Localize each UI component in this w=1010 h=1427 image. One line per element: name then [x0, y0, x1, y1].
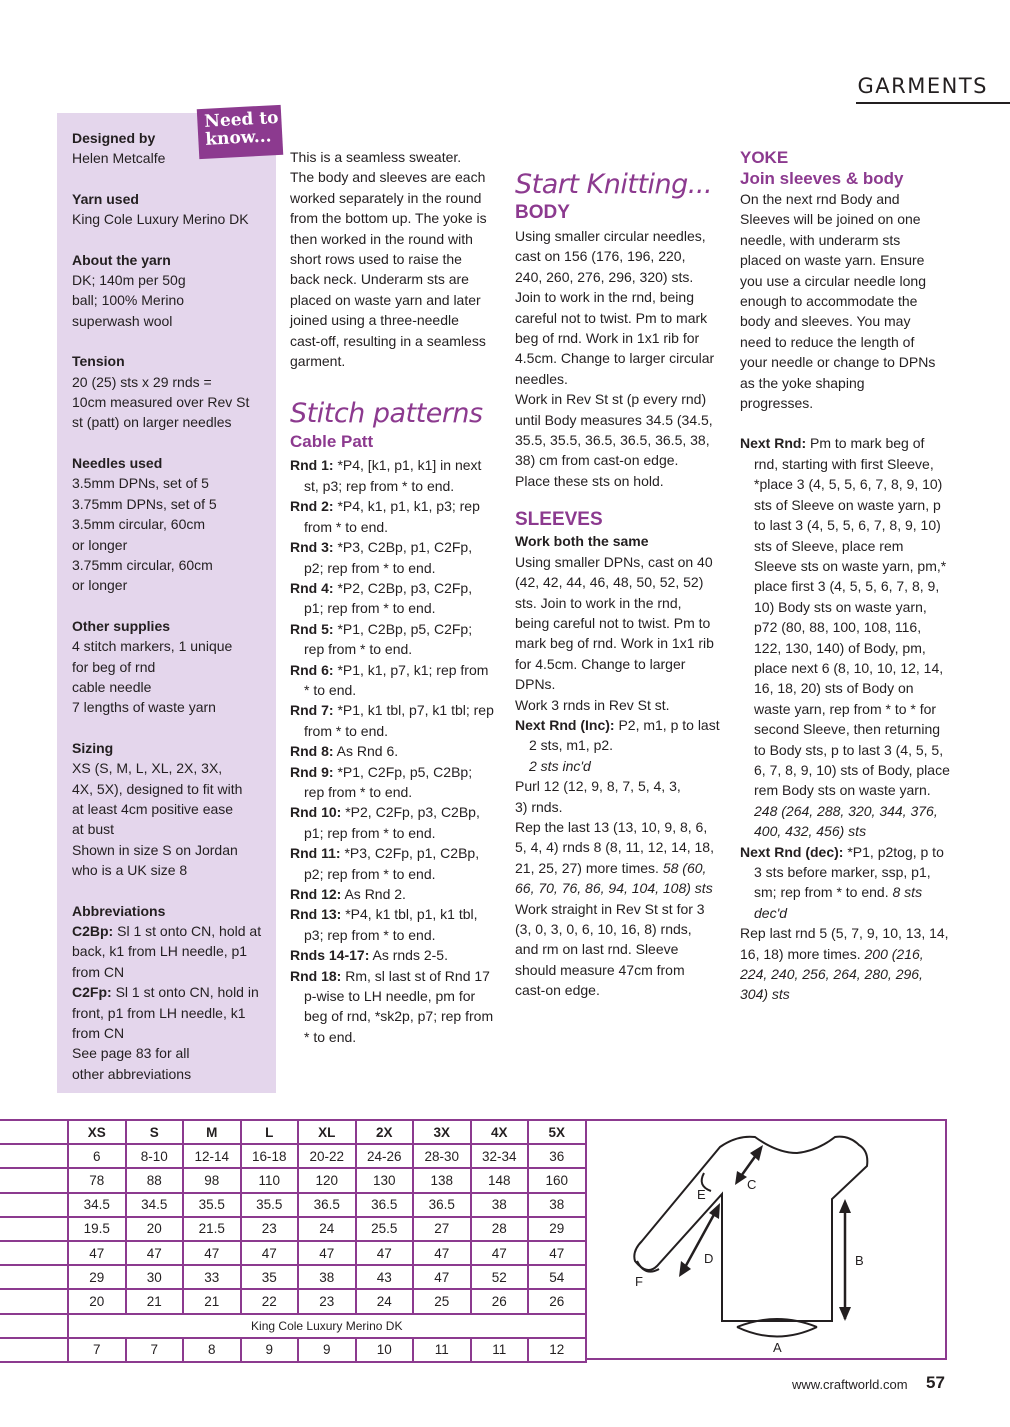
table-cell: 47 [126, 1241, 184, 1265]
sidebar-line: for beg of rnd [72, 658, 156, 675]
table-cell: 8 [183, 1338, 241, 1362]
sleeves-subheading: Work both the same [515, 533, 649, 550]
sidebar-section-about-yarn [72, 250, 276, 332]
cable-round [290, 455, 495, 496]
sidebar-line: 3.75mm DPNs, set of 5 [72, 495, 217, 512]
table-row [0, 1168, 586, 1192]
row-label-cell [0, 1193, 68, 1217]
round-label: Rnd 1: [290, 457, 334, 474]
table-cell: 21.5 [183, 1217, 241, 1241]
column-body-sleeves [515, 168, 720, 1001]
round-label: Rnd 18: [290, 967, 342, 984]
table-row [0, 1265, 586, 1289]
instruction-label: Next Rnd: [740, 435, 807, 452]
round-instruction: As Rnd 6. [333, 743, 399, 760]
cable-round [290, 945, 495, 965]
sweater-schematic [587, 1121, 947, 1362]
sidebar-line: superwash wool [72, 312, 173, 329]
round-instruction: *P4, k1, p1, k1, p3; rep from * to end. [304, 498, 480, 535]
row-label-cell [0, 1120, 68, 1144]
start-knitting-title: Start Knitting... [515, 169, 713, 200]
table-cell: 34.5 [68, 1193, 126, 1217]
sidebar-heading: Other supplies [72, 617, 171, 634]
next-rnd [740, 433, 950, 841]
cable-round [290, 537, 495, 578]
arrow-head [735, 1171, 747, 1185]
table-cell: 21 [126, 1289, 184, 1313]
table-cell: 35.5 [183, 1193, 241, 1217]
table-cell: 120 [298, 1168, 356, 1192]
table-cell: 16-18 [241, 1144, 299, 1168]
sidebar-section-yarn [72, 189, 276, 230]
round-label: Rnd 10: [290, 804, 342, 821]
round-instruction: As rnds 2-5. [369, 947, 448, 964]
round-instruction: *P2, C2Fp, p3, C2Bp, p1; rep from * to end. [304, 804, 480, 841]
table-cell: 36.5 [356, 1193, 414, 1217]
cable-rounds-list [290, 455, 495, 1047]
round-label: Rnd 3: [290, 539, 334, 556]
diagram-label-a: A [773, 1340, 782, 1355]
table-row [0, 1241, 586, 1265]
table-cell: 78 [68, 1168, 126, 1192]
table-cell: 160 [528, 1168, 586, 1192]
sidebar-heading: Sizing [72, 739, 114, 756]
table-cell: 43 [356, 1265, 414, 1289]
table-cell: 148 [471, 1168, 529, 1192]
row-label-cell [0, 1217, 68, 1241]
table-cell: 20-22 [298, 1144, 356, 1168]
round-label: Rnd 5: [290, 620, 334, 637]
abbreviation-def: Sl 1 st onto CN, hold at back, k1 from LH needle, p1 from CN [72, 923, 262, 980]
abbreviation-c2bp [72, 921, 267, 982]
table-cell: 2X [356, 1120, 414, 1144]
table-cell: 33 [183, 1265, 241, 1289]
arrow-head [839, 1307, 851, 1321]
table-cell: 27 [413, 1217, 471, 1241]
stitch-count-note: 248 (264, 288, 320, 344, 376, 400, 432, 456) sts [754, 802, 938, 840]
table-cell: 34.5 [126, 1193, 184, 1217]
row-label-cell [0, 1338, 68, 1362]
table-row [0, 1120, 586, 1144]
yoke-subheading: Join sleeves & body [740, 169, 904, 188]
repeat-text: Rep last rnd 5 (5, 7, 9, 10, 13, 14, 16, 18) more times. [740, 925, 949, 962]
sidebar-line: 10cm measured over Rev St [72, 394, 250, 411]
sidebar-line: DK; 140m per 50g [72, 272, 186, 289]
table-cell: XL [298, 1120, 356, 1144]
table-cell: 35.5 [241, 1193, 299, 1217]
round-instruction: *P1, k1 tbl, p7, k1 tbl; rep from * to end. [304, 702, 494, 739]
sleeves-paragraph-3: Purl 12 (12, 9, 8, 7, 5, 4, 3, 3) rnds. [515, 778, 681, 815]
round-instruction: *P1, k1, p7, k1; rep from * to end. [304, 661, 489, 698]
table-cell: 21 [183, 1289, 241, 1313]
sidebar-line: King Cole Luxury Merino DK [72, 211, 249, 228]
round-instruction: As Rnd 2. [341, 886, 406, 902]
section-header [858, 74, 988, 98]
table-cell: 6 [68, 1144, 126, 1168]
table-cell: 5X [528, 1120, 586, 1144]
column-intro-stitch-patterns [290, 147, 495, 1047]
row-label-cell [0, 1241, 68, 1265]
table-cell: 30 [126, 1265, 184, 1289]
row-label-cell [0, 1168, 68, 1192]
page-number: 57 [926, 1373, 945, 1392]
sidebar-section-needles [72, 453, 276, 596]
table-cell: XS [68, 1120, 126, 1144]
table-cell: 36.5 [413, 1193, 471, 1217]
cable-round [290, 660, 495, 701]
sidebar-line: at bust [72, 821, 115, 838]
table-cell: 47 [298, 1241, 356, 1265]
table-cell: 36.5 [298, 1193, 356, 1217]
sidebar-line: 3.5mm circular, 60cm [72, 516, 206, 533]
cable-round [290, 843, 495, 884]
table-cell: 9 [241, 1338, 299, 1362]
table-cell: 28-30 [413, 1144, 471, 1168]
dec-note: 8 sts dec'd [754, 884, 923, 921]
table-cell: 3X [413, 1120, 471, 1144]
row-label-cell [0, 1314, 68, 1338]
table-cell: 20 [68, 1289, 126, 1313]
sidebar-line: 4X, 5X), designed to fit with [72, 780, 243, 797]
table-row [0, 1217, 586, 1241]
body-paragraph-2: Work in Rev St st (p every rnd) until Body measures 34.5 (34.5, 35.5, 35.5, 36.5, 36.5, 36.5, 38, 38) cm from cast-on edge. [515, 391, 713, 469]
round-instruction: *P4, k1 tbl, p1, k1 tbl, p3; rep from * to end. [304, 906, 478, 943]
table-cell: 9 [298, 1338, 356, 1362]
table-cell: 7 [126, 1338, 184, 1362]
table-row [0, 1289, 586, 1313]
body-paragraph-1: Using smaller circular needles, cast on 156 (176, 196, 220, 240, 260, 276, 296, 320) sts. Join to work in the rnd, being careful not to twist. Pm to mark beg of rnd. Work in 1x1 rib for 4.5cm. Change to larger circular needles. [515, 228, 715, 387]
yoke-heading: YOKE [740, 148, 789, 167]
table-cell: 25 [413, 1289, 471, 1313]
abbreviation-def: Sl 1 st onto CN, hold in front, p1 from LH needle, k1 from CN [72, 984, 259, 1042]
need-to-know-badge: Need to know... [197, 105, 284, 159]
table-cell: 4X [471, 1120, 529, 1144]
sidebar-section-abbreviations [72, 901, 267, 1085]
table-row [0, 1144, 586, 1168]
table-row [0, 1193, 586, 1217]
body-paragraph-3: Place these sts on hold. [515, 472, 664, 489]
table-cell: 11 [413, 1338, 471, 1362]
table-cell: 35 [241, 1265, 299, 1289]
abbreviation-term: C2Bp: [72, 923, 114, 939]
instruction-text: Pm to mark beg of rnd, starting with first Sleeve, *place 3 (4, 5, 5, 6, 7, 8, 9, 10) sts of Sleeve on waste yarn, p to last 3 (4, 5, 5, 6, 7, 8, 9, 10) sts of Sleeve, place rem Sleeve sts on waste yarn, pm,* place first 3 (4, 5, 5, 6, 7, 8, 9, 10) Body sts on waste yarn, p72 (80, 88, 100, 108, 116, 122, 130, 140) of Body, pm, place next 6 (8, 10, 10, 12, 14, 16, 18, 20) sts of Body on waste yarn, rep from * to * for second Sleeve, then returning to Body sts, p to last 3 (4, 5, 5, 6, 7, 8, 9, 10) sts of Body, place rem Body sts on waste yarn. [754, 435, 950, 799]
round-label: Rnd 12: [290, 886, 342, 902]
need-to-know-sidebar [57, 113, 276, 1093]
abbreviation-term: C2Fp: [72, 984, 112, 1001]
table-cell: 24 [356, 1289, 414, 1313]
sidebar-line: 3.75mm circular, 60cm [72, 556, 213, 573]
table-cell: 11 [471, 1338, 529, 1362]
cable-round [290, 966, 495, 1048]
sidebar-section-tension [72, 351, 276, 433]
header-rule [856, 102, 1010, 104]
sleeves-heading: SLEEVES [515, 509, 603, 531]
cable-round [290, 904, 495, 945]
cable-round [290, 619, 495, 660]
sidebar-line: 20 (25) sts x 29 rnds = [72, 373, 212, 390]
row-label-cell [0, 1265, 68, 1289]
round-instruction: *P3, C2Fp, p1, C2Bp, p2; rep from * to end. [304, 845, 480, 882]
table-cell: 7 [68, 1338, 126, 1362]
cable-round [290, 578, 495, 619]
sidebar-line: 4 stitch markers, 1 unique [72, 638, 233, 655]
sidebar-heading: Yarn used [72, 190, 139, 207]
table-cell: 25.5 [356, 1217, 414, 1241]
diagram-label-b: B [855, 1253, 864, 1268]
row-label-cell [0, 1289, 68, 1313]
sidebar-line: Shown in size S on Jordan [72, 841, 238, 858]
sidebar-section-sizing [72, 738, 276, 881]
arrow-head [750, 1145, 763, 1161]
yoke-paragraph: On the next rnd Body and Sleeves will be joined on one needle, with underarm sts placed on waste yarn. Ensure you use a circular needle long enough to accommodate the body and sleeves. You may need to reduce the length of your needle or change to DPNs as the yoke shaping progresses. [740, 191, 936, 412]
table-cell: 26 [528, 1289, 586, 1313]
abbreviation-note: See page 83 for all other abbreviations [72, 1045, 192, 1082]
table-cell: 26 [471, 1289, 529, 1313]
table-cell: 47 [68, 1241, 126, 1265]
sidebar-heading: Tension [72, 353, 125, 370]
round-label: Rnd 2: [290, 498, 334, 515]
repeat-note: 200 (216, 224, 240, 256, 264, 280, 296, 304) sts [740, 945, 924, 1003]
table-cell: 20 [126, 1217, 184, 1241]
table-cell: 47 [241, 1241, 299, 1265]
inc-note: 2 sts inc'd [529, 757, 591, 774]
table-cell: 47 [356, 1241, 414, 1265]
sidebar-heading: Abbreviations [72, 902, 166, 919]
table-cell: 22 [241, 1289, 299, 1313]
row-label-cell [0, 1144, 68, 1168]
round-label: Rnd 8: [290, 743, 334, 760]
table-cell: 10 [356, 1338, 414, 1362]
round-instruction: *P1, C2Bp, p5, C2Fp; rep from * to end. [304, 620, 473, 658]
instruction-text: P2, m1, p to last 2 sts, m1, p2. [529, 716, 720, 754]
sidebar-line: 3.5mm DPNs, set of 5 [72, 475, 209, 492]
footer-url: www.craftworld.com [792, 1377, 908, 1392]
repeat-text: Rep the last 13 (13, 10, 9, 8, 6, 5, 4, 4) rnds 8 (8, 11, 12, 14, 18, 21, 25, 27) more times. [515, 818, 714, 876]
abbreviation-c2fp [72, 982, 267, 1043]
table-cell: S [126, 1120, 184, 1144]
table-cell: 138 [413, 1168, 471, 1192]
instruction-label: Next Rnd (dec): [740, 843, 844, 860]
sidebar-line: Helen Metcalfe [72, 150, 166, 167]
diagram-label-f: F [635, 1274, 643, 1289]
round-instruction: Rm, sl last st of Rnd 17 p-wise to LH needle, pm for beg of rnd, *sk2p, p7; rep from * to end. [304, 967, 494, 1045]
table-cell: 47 [413, 1265, 471, 1289]
table-cell: 98 [183, 1168, 241, 1192]
sleeves-paragraph-5: Work straight in Rev St st for 3 (3, 0, 3, 0, 6, 10, 16, 8) rnds, and rm on last rnd. Sleeve should measure 47cm from cast-on edge. [515, 900, 705, 999]
cable-round [290, 496, 495, 537]
table-cell: 38 [298, 1265, 356, 1289]
diagram-label-c: C [747, 1177, 757, 1192]
repeat-note: 58 (60, 66, 70, 76, 86, 94, 104, 108) sts [515, 859, 713, 897]
sidebar-line: 7 lengths of waste yarn [72, 699, 216, 716]
round-instruction: *P1, C2Fp, p5, C2Bp; rep from * to end. [304, 763, 473, 800]
stitch-patterns-title: Stitch patterns [290, 398, 483, 430]
round-label: Rnd 13: [290, 906, 342, 923]
table-cell: 12-14 [183, 1144, 241, 1168]
body-heading: BODY [515, 202, 570, 223]
table-cell: 8-10 [126, 1144, 184, 1168]
table-cell: 47 [413, 1241, 471, 1265]
table-cell: 29 [528, 1217, 586, 1241]
arrow-head [679, 1261, 691, 1277]
table-cell: 54 [528, 1265, 586, 1289]
instruction-label: Next Rnd (Inc): [515, 716, 615, 733]
table-row [0, 1338, 586, 1362]
arrow-a [737, 1327, 817, 1337]
sidebar-line: XS (S, M, L, XL, 2X, 3X, [72, 760, 223, 777]
column-yoke [740, 147, 952, 1005]
table-cell: L [241, 1120, 299, 1144]
sidebar-line: who is a UK size 8 [72, 862, 188, 879]
sidebar-heading: Designed by [72, 130, 156, 146]
schematic-box [587, 1119, 947, 1360]
diagram-label-e: E [697, 1187, 706, 1202]
intro-paragraph: This is a seamless sweater. The body and sleeves are each worked separately in the round from the bottom up. The yoke is then worked in the round with short rows used to raise the back neck. Underarm sts are placed on waste yarn and later joined using a three-needle cast-off, resulting in a seamless garment. [290, 149, 487, 370]
sidebar-line: at least 4cm positive ease [72, 800, 234, 817]
cable-round [290, 884, 495, 904]
table-cell: 47 [183, 1241, 241, 1265]
sidebar-line: or longer [72, 536, 128, 553]
table-cell: 130 [356, 1168, 414, 1192]
table-cell: M [183, 1120, 241, 1144]
next-rnd-inc [515, 715, 720, 756]
round-label: Rnd 6: [290, 661, 334, 678]
size-table [0, 1119, 587, 1363]
next-rnd-dec [740, 842, 950, 924]
table-cell: 110 [241, 1168, 299, 1192]
table-cell: 19.5 [68, 1217, 126, 1241]
round-label: Rnds 14-17: [290, 947, 370, 964]
cable-round [290, 741, 495, 761]
diagram-label-d: D [704, 1251, 714, 1266]
table-cell: 52 [471, 1265, 529, 1289]
table-cell: 24-26 [356, 1144, 414, 1168]
cable-patt-heading: Cable Patt [290, 432, 374, 452]
yarn-name-cell: King Cole Luxury Merino DK [68, 1314, 586, 1338]
round-instruction: *P2, C2Bp, p3, C2Fp, p1; rep from * to end. [304, 579, 473, 617]
table-cell: 88 [126, 1168, 184, 1192]
sidebar-heading: About the yarn [72, 251, 171, 268]
cable-round [290, 700, 495, 741]
sidebar-heading: Needles used [72, 454, 163, 471]
table-cell: 32-34 [471, 1144, 529, 1168]
table-cell: 28 [471, 1217, 529, 1241]
cable-round [290, 762, 495, 803]
table-cell: 29 [68, 1265, 126, 1289]
section-title: GARMENTS [857, 74, 988, 98]
round-label: Rnd 9: [290, 763, 334, 780]
repeat-instruction [740, 923, 950, 1005]
table-cell: 24 [298, 1217, 356, 1241]
sidebar-line: or longer [72, 577, 128, 594]
round-instruction: *P3, C2Bp, p1, C2Fp, p2; rep from * to end. [304, 539, 473, 576]
arrow-head [839, 1199, 851, 1213]
sleeves-paragraph-1: Using smaller DPNs, cast on 40 (42, 42, 44, 46, 48, 50, 52, 52) sts. Join to work in the rnd, being careful not to twist. Pm to mark beg of rnd. Work in 1x1 rib for 4.5cm. Change to larger DPNs. [515, 553, 714, 693]
instruction-text: *P1, p2tog, p to 3 sts before marker, ssp, p1, sm; rep from * to end. [754, 843, 944, 901]
table-cell: 47 [528, 1241, 586, 1265]
round-label: Rnd 11: [290, 845, 341, 862]
table-cell: 47 [471, 1241, 529, 1265]
sleeves-paragraph-4 [515, 817, 715, 899]
table-cell: 38 [528, 1193, 586, 1217]
sleeves-paragraph-2: Work 3 rnds in Rev St st. [515, 696, 670, 713]
table-cell: 23 [298, 1289, 356, 1313]
table-cell: 38 [471, 1193, 529, 1217]
cable-round [290, 802, 495, 843]
table-cell: 23 [241, 1217, 299, 1241]
table-cell: 36 [528, 1144, 586, 1168]
round-instruction: *P4, [k1, p1, k1] in next st, p3; rep from * to end. [304, 457, 482, 494]
sidebar-section-supplies [72, 616, 276, 718]
round-label: Rnd 7: [290, 702, 334, 719]
sidebar-line: cable needle [72, 678, 152, 695]
table-cell: 12 [528, 1338, 586, 1362]
round-label: Rnd 4: [290, 579, 334, 596]
sidebar-line: ball; 100% Merino [72, 292, 185, 309]
table-row [0, 1314, 586, 1338]
measurement-arrows [637, 1145, 851, 1337]
sidebar-line: st (patt) on larger needles [72, 414, 232, 431]
